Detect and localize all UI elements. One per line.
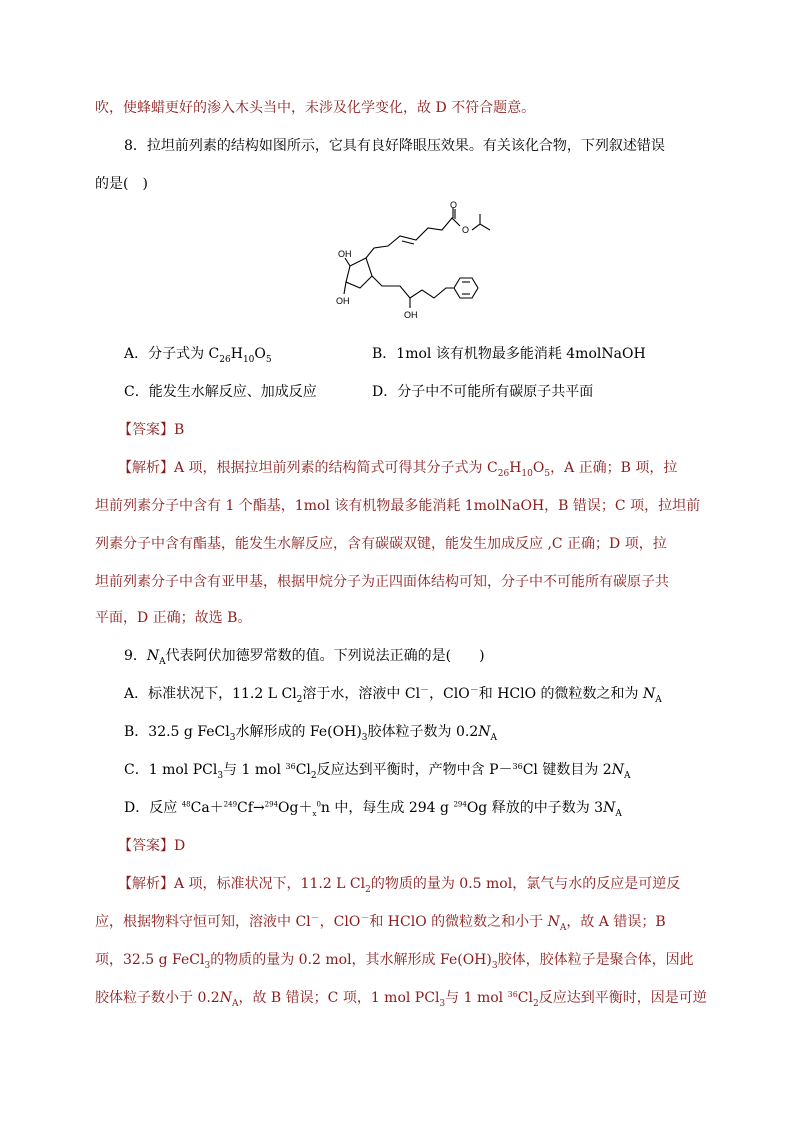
oh-label-chain: OH (404, 310, 418, 320)
q8-answer: 【答案】B (118, 422, 185, 438)
latanoprost-structure-diagram (320, 200, 500, 330)
q9-answer: 【答案】D (118, 838, 186, 854)
q8-analysis-line-5: 平面，D 正确；故选 B。 (95, 610, 252, 626)
q8-option-b: B．1mol 该有机物最多能消耗 4molNaOH (372, 346, 646, 362)
q9-option-c: C．1 mol PCl$_3$与 1 mol $^{36}Cl_2$反应达到平衡时，产物中含 P－$^{36}$Cl 键数目为 $2N_A$ (124, 762, 631, 781)
question-8-stem-cont: 的是( ) (95, 176, 148, 192)
carbonyl-o-label: O (450, 200, 458, 210)
q9-analysis-line-3: 项，32.5 g FeCl$_3$的物质的量为 0.2 mol，其水解形成 $Fe(OH)_3$胶体，胶体粒子是聚合体，因此 (95, 952, 694, 971)
q9-analysis-line-1: 【解析】A 项，标准状况下，11.2 L $Cl_2$的物质的量为 0.5 mol，氯气与水的反应是可逆反 (118, 876, 681, 895)
oh-label-bottom: OH (336, 296, 350, 306)
q8-analysis-line-4: 坦前列素分子中含有亚甲基，根据甲烷分子为正四面体结构可知，分子中不可能所有碳原子共 (95, 574, 669, 590)
question-9-stem: 9．$N_A$代表阿伏加德罗常数的值。下列说法正确的是( ) (124, 648, 485, 667)
q9-option-d: D．反应 $^{48}Ca+^{249}Cf\to^{294}Og+_x^0n$ 中，每生成 294 g $^{294}$Og 释放的中子数为 $3N_A$ (124, 800, 622, 819)
prev-analysis-tail: 吹，使蜂蜡更好的渗入木头当中，未涉及化学变化，故 D 不符合题意。 (95, 100, 536, 116)
oh-label-top: OH (338, 249, 352, 259)
q8-option-c: C．能发生水解反应、加成反应 (124, 384, 317, 400)
q9-option-a: A．标准状况下，11.2 L $Cl_2$溶于水，溶液中 Cl－，ClO－和 HClO 的微粒数之和为 $N_A$ (124, 685, 662, 705)
q8-option-d: D．分子中不可能所有碳原子共平面 (372, 384, 594, 400)
q9-analysis-line-2: 应，根据物料守恒可知，溶液中 Cl－，ClO－和 HClO 的微粒数之和小于 $N_A$，故 A 错误；B (95, 913, 666, 933)
question-8-stem: 8．拉坦前列素的结构如图所示，它具有良好降眼压效果。有关该化合物，下列叙述错误 (124, 138, 665, 154)
q8-analysis-line-2: 坦前列素分子中含有 1 个酯基，1mol 该有机物最多能消耗 1molNaOH，B 错误；C 项，拉坦前 (95, 498, 701, 514)
q8-analysis-line-3: 列素分子中含有酯基，能发生水解反应，含有碳碳双键，能发生加成反应 ,C 正确；D 项，拉 (95, 536, 667, 552)
q9-option-b: B．32.5 g FeCl$_3$水解形成的 $Fe(OH)_3$胶体粒子数为 $0.2N_A$ (124, 724, 497, 743)
ester-o-label: O (462, 225, 470, 235)
q9-analysis-line-4: 胶体粒子数小于 $0.2N_A$，故 B 错误；C 项，1 mol PCl$_3$与 1 mol $^{36}Cl_2$反应达到平衡时，因是可逆 (95, 990, 707, 1009)
q8-analysis-line-1: 【解析】A 项，根据拉坦前列素的结构简式可得其分子式为 $C_{26}H_{10}O_5$，A 正确；B 项，拉 (118, 460, 678, 479)
q8-option-a: A．分子式为 $C_{26}H_{10}O_5$ (124, 346, 272, 365)
